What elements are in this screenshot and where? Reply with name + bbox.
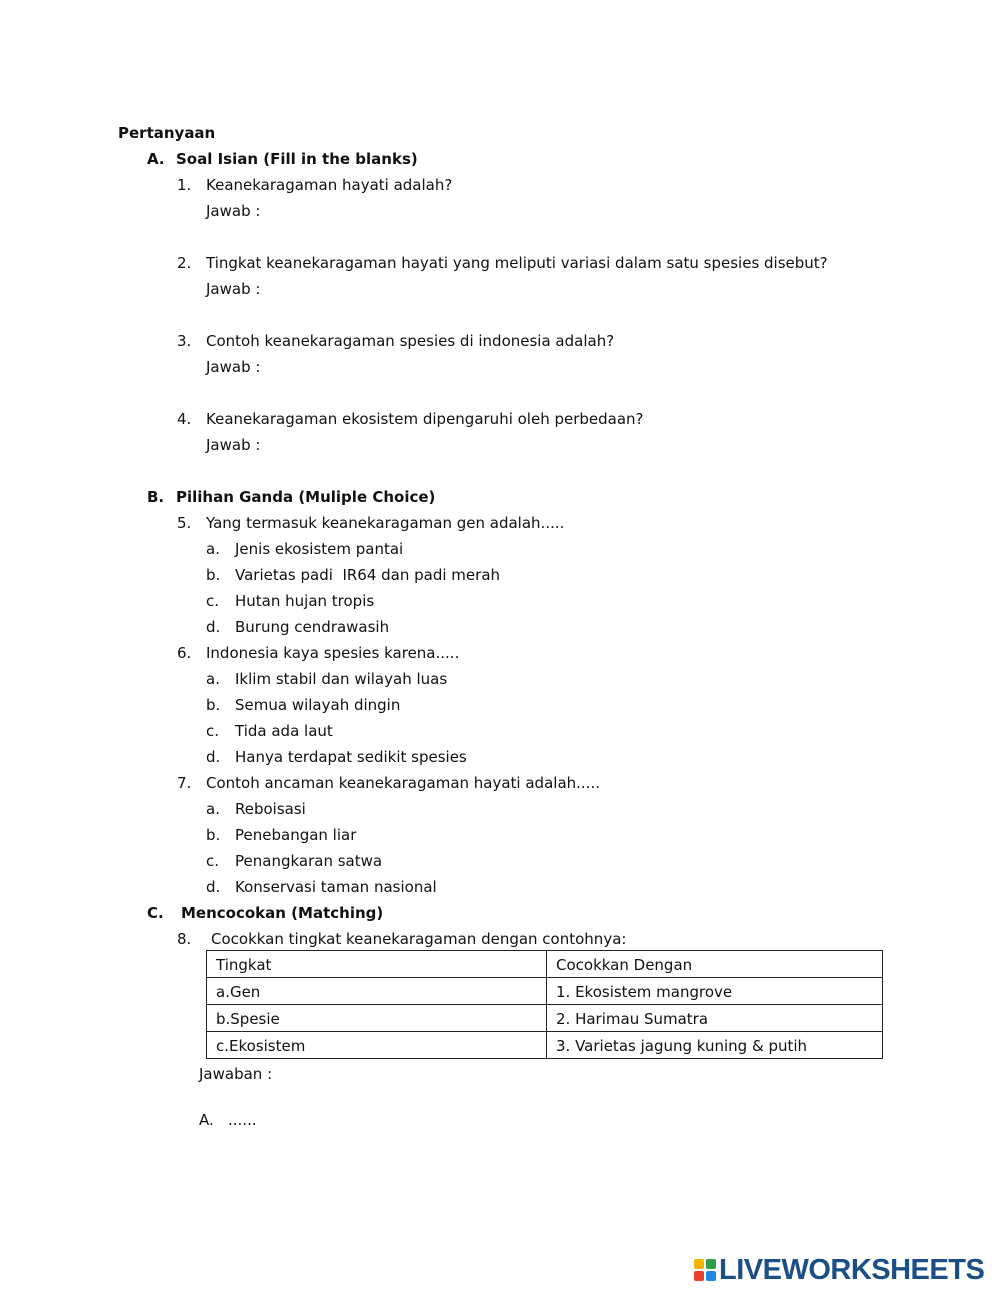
option-letter: c.	[206, 592, 220, 610]
answer-label: Jawaban :	[199, 1065, 273, 1083]
liveworksheets-logo	[694, 1256, 984, 1284]
option-text[interactable]: Hanya terdapat sedikit spesies	[235, 748, 467, 766]
logo-block	[694, 1271, 704, 1281]
table-row	[207, 1005, 883, 1032]
table-cell: 3. Varietas jagung kuning & putih	[547, 1032, 883, 1059]
option-letter: b.	[206, 826, 221, 844]
question-text: Tingkat keanekaragaman hayati yang meliputi variasi dalam satu spesies disebut?	[206, 254, 828, 272]
page-title: Pertanyaan	[118, 124, 216, 142]
option-text[interactable]: Konservasi taman nasional	[235, 878, 437, 896]
question-number: 3.	[177, 332, 192, 350]
section-b-title: Pilihan Ganda (Muliple Choice)	[176, 488, 436, 506]
option-letter: d.	[206, 618, 221, 636]
option-letter: a.	[206, 670, 220, 688]
option-letter: c.	[206, 722, 220, 740]
answer-label: Jawab :	[206, 280, 261, 298]
answer-label: Jawab :	[206, 202, 261, 220]
option-letter: c.	[206, 852, 220, 870]
table-cell: a.Gen	[207, 978, 547, 1005]
logo-text: LIVEWORKSHEETS	[719, 1254, 985, 1286]
question-number: 4.	[177, 410, 192, 428]
table-cell: 1. Ekosistem mangrove	[547, 978, 883, 1005]
question-number: 2.	[177, 254, 192, 272]
question-number: 7.	[177, 774, 192, 792]
option-text[interactable]: Burung cendrawasih	[235, 618, 390, 636]
table-header-row	[207, 951, 883, 978]
question-text: Contoh keanekaragaman spesies di indonesia adalah?	[206, 332, 615, 350]
option-text[interactable]: Varietas padi IR64 dan padi merah	[235, 566, 501, 584]
option-text[interactable]: Reboisasi	[235, 800, 306, 818]
section-a-title: Soal Isian (Fill in the blanks)	[176, 150, 418, 168]
logo-block	[706, 1259, 716, 1269]
question-number: 5.	[177, 514, 192, 532]
section-a-letter: A.	[147, 150, 165, 168]
section-b-letter: B.	[147, 488, 165, 506]
option-letter: b.	[206, 696, 221, 714]
option-letter: a.	[206, 540, 220, 558]
question-number: 1.	[177, 176, 192, 194]
option-text[interactable]: Hutan hujan tropis	[235, 592, 375, 610]
table-header-cell: Cocokkan Dengan	[547, 951, 883, 978]
option-text[interactable]: Semua wilayah dingin	[235, 696, 401, 714]
table-cell: 2. Harimau Sumatra	[547, 1005, 883, 1032]
question-text: Cocokkan tingkat keanekaragaman dengan contohnya:	[211, 930, 627, 948]
answer-letter: A.	[199, 1111, 214, 1129]
option-text[interactable]: Penebangan liar	[235, 826, 357, 844]
option-text[interactable]: Tida ada laut	[235, 722, 333, 740]
table-row	[207, 978, 883, 1005]
option-letter: a.	[206, 800, 220, 818]
logo-block	[706, 1271, 716, 1281]
question-number: 8.	[177, 930, 192, 948]
option-letter: b.	[206, 566, 221, 584]
answer-label: Jawab :	[206, 358, 261, 376]
option-text[interactable]: Jenis ekosistem pantai	[235, 540, 404, 558]
section-c-letter: C.	[147, 904, 164, 922]
answer-blank[interactable]: ......	[228, 1111, 257, 1129]
question-text: Yang termasuk keanekaragaman gen adalah.....	[206, 514, 565, 532]
question-text: Keanekaragaman ekosistem dipengaruhi oleh perbedaan?	[206, 410, 644, 428]
matching-table	[206, 950, 883, 1059]
answer-label: Jawab :	[206, 436, 261, 454]
question-text: Indonesia kaya spesies karena.....	[206, 644, 460, 662]
option-letter: d.	[206, 748, 221, 766]
option-letter: d.	[206, 878, 221, 896]
section-c-title: Mencocokan (Matching)	[181, 904, 384, 922]
option-text[interactable]: Penangkaran satwa	[235, 852, 383, 870]
table-header-cell: Tingkat	[207, 951, 547, 978]
table-row	[207, 1032, 883, 1059]
logo-block	[694, 1259, 704, 1269]
question-text: Keanekaragaman hayati adalah?	[206, 176, 453, 194]
question-text: Contoh ancaman keanekaragaman hayati adalah.....	[206, 774, 600, 792]
table-cell: c.Ekosistem	[207, 1032, 547, 1059]
question-number: 6.	[177, 644, 192, 662]
logo-blocks-icon	[694, 1259, 716, 1281]
table-cell: b.Spesie	[207, 1005, 547, 1032]
option-text[interactable]: Iklim stabil dan wilayah luas	[235, 670, 448, 688]
